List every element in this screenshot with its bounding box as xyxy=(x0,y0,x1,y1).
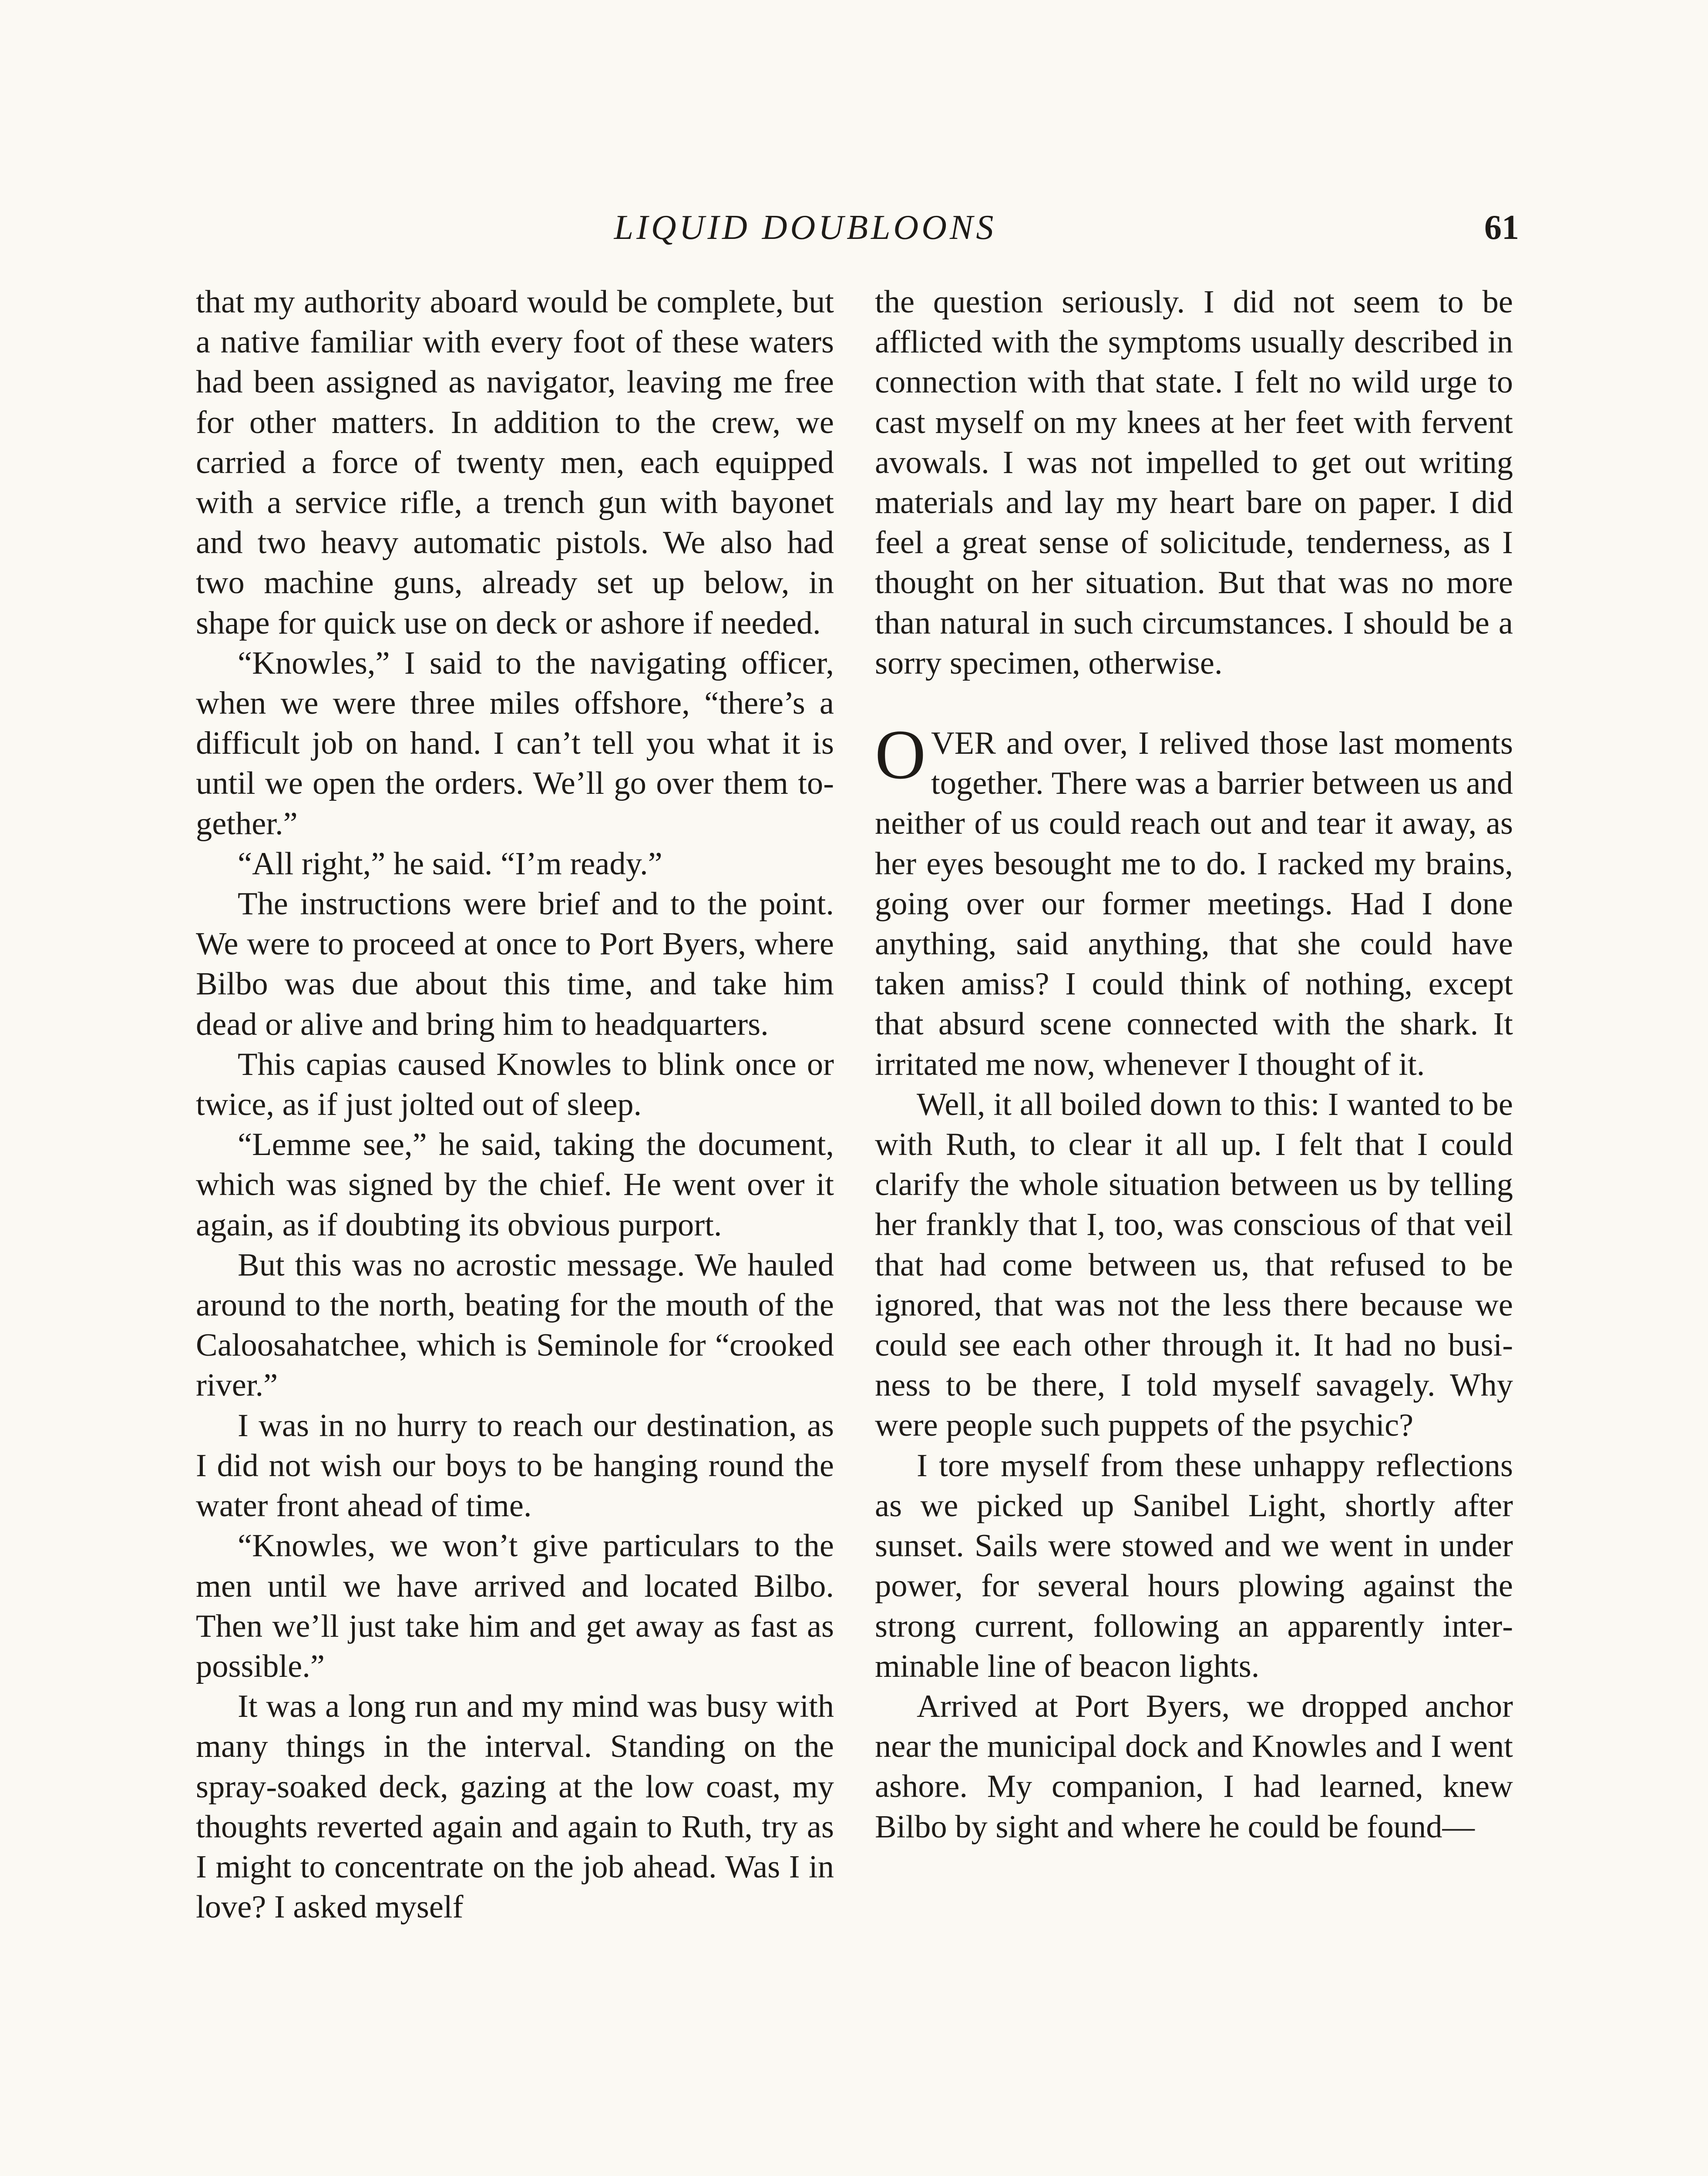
paragraph: I was in no hurry to reach our destination, as I did not wish our boys to be hanging round the water front ahead of time. xyxy=(196,1407,834,1524)
paragraph: “Knowles, we won’t give particulars to the men until we have arrived and located Bilbo. Then we’ll just take him and get away as fast as possible.” xyxy=(196,1528,834,1684)
paragraph: Arrived at Port Byers, we dropped anchor near the municipal dock and Knowles and I went ashore. My companion, I had learned, knew Bilbo by sight and where he could be found— xyxy=(875,1688,1513,1845)
page-number: 61 xyxy=(1484,208,1519,247)
right-column xyxy=(875,282,1513,1847)
paragraph: “All right,” he said. “I’m ready.” xyxy=(238,846,662,882)
paragraph: Well, it all boiled down to this: I wanted to be with Ruth, to clear it all up. I felt that I could clarify the whole situation between us by telling her frankly that I, too, was conscious of that veil that had come between us, that refused to be ignored, that was not the less there because we could see each other through it. It had no business to be there, I told myself savagely. Why were people such puppets of the psychic? xyxy=(875,1086,1513,1444)
paragraph: It was a long run and my mind was busy with many things in the interval. Standing on the spray-soaked deck, gazing at the low coast, my thoughts reverted again and again to Ruth, try as I might to concentrate on the job ahead. Was I in love? I asked myself xyxy=(196,1689,834,1925)
drop-cap: O xyxy=(875,716,926,794)
paragraph: I tore myself from these unhappy reflections as we picked up Sanibel Light, shortly after sunset. Sails were stowed and we went in under power, for several hours plowing against the strong current, following an apparently interminable line of beacon lights. xyxy=(875,1447,1513,1684)
paragraph: The instructions were brief and to the point. We were to proceed at once to Port Byers, where Bilbo was due about this time, and take him dead or alive and bring him to headquarters. xyxy=(196,886,834,1042)
section-break xyxy=(875,683,1513,723)
running-title: LIQUID DOUBLOONS xyxy=(614,208,997,247)
paragraph-text: VER and over, I relived those last moments together. There was a barrier between us and neither of us could reach out and tear it away, as her eyes besought me to do. I racked my brains, going over our former meetings. Had I done anything, said anything, that she could have taken amiss? I could think of nothing, except that absurd scene connected with the shark. It irritated me now, whenever I thought of it. xyxy=(875,725,1513,1082)
section-opening-paragraph xyxy=(875,716,1513,1085)
left-column xyxy=(196,282,834,1927)
paragraph: “Knowles,” I said to the navigating officer, when we were three miles offshore, “there’s a difficult job on hand. I can’t tell you what it is until we open the orders. We’ll go over them together.” xyxy=(196,645,834,842)
paragraph: “Lemme see,” he said, taking the document, which was signed by the chief. He went over it again, as if doubting its obvious purport. xyxy=(196,1127,834,1243)
paragraph: the question seriously. I did not seem to be afflicted with the symptoms usually described in connection with that state. I felt no wild urge to cast myself on my knees at her feet with fervent avowals. I was not impelled to get out writing materials and lay my heart bare on paper. I did feel a great sense of solicitude, tenderness, as I thought on her situation. But that was no more than natural in such circumstances. I should be a sorry specimen, otherwise. xyxy=(875,284,1513,681)
paragraph: This capias caused Knowles to blink once or twice, as if just jolted out of sleep. xyxy=(196,1046,834,1123)
paragraph: But this was no acrostic message. We hauled around to the north, beating for the mouth of the Caloosahatchee, which is Seminole for “crooked river.” xyxy=(196,1247,834,1404)
paragraph: that my authority aboard would be complete, but a native familiar with every foot of these waters had been assigned as navigator, leaving me free for other matters. In addition to the crew, we carried a force of twenty men, each equipped with a service rifle, a trench gun with bayonet and two heavy automatic pistols. We also had two machine guns, already set up below, in shape for quick use on deck or ashore if needed. xyxy=(196,284,834,641)
